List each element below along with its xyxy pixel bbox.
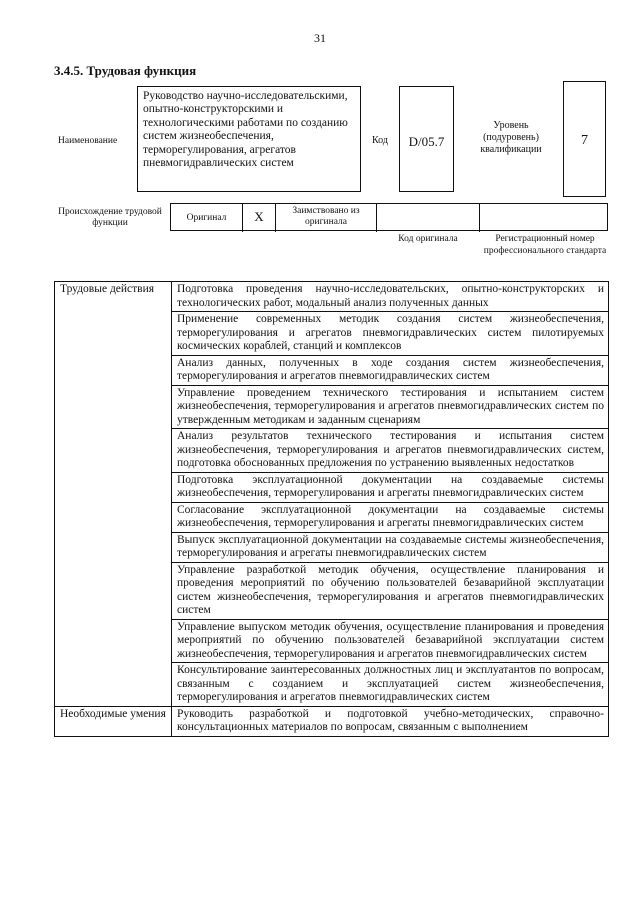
- row-category: Трудовые действия: [55, 282, 172, 707]
- origin-original-mark: X: [254, 209, 264, 224]
- row-item: Консультирование заинтересованных должностных лиц и эксплуатантов по вопросам, связанным с созданием и эксплуатацией систем жизнеобеспечения, терморегулирования и агрегатов пневмогидравлических систем: [172, 663, 609, 707]
- registration-number-caption: Регистрационный номер профессионального стандарта: [483, 234, 607, 256]
- code-value: D/05.7: [399, 86, 454, 192]
- origin-borrowed-cell: [276, 204, 377, 232]
- section-title: 3.4.5. Трудовая функция: [54, 63, 197, 78]
- row-item: Согласование эксплуатационной документации на создаваемые системы жизнеобеспечения, терморегулирования и агрегаты пневмогидравлических систем: [172, 502, 609, 532]
- row-item: Управление проведением технического тестирования и испытанием систем жизнеобеспечения, терморегулирования и агрегатов пневмогидравлических систем по утвержденным методикам и заданным сценариям: [172, 385, 609, 429]
- row-item: Управление разработкой методик обучения, осуществление планирования и проведения мероприятий по обучению пользователей безаварийной эксплуатации систем жизнеобеспечения, терморегулирования и агрегатов пневмогидравлических систем: [172, 562, 609, 619]
- page-number: 31: [314, 31, 326, 45]
- row-item: Подготовка эксплуатационной документации на создаваемые системы жизнеобеспечения, терморегулирования и агрегаты пневмогидравлических систем: [172, 472, 609, 502]
- qualification-level-label: Уровень (подуровень) квалификации: [480, 120, 542, 155]
- origin-row: [170, 203, 608, 231]
- origin-registration-cell: [480, 204, 607, 232]
- row-item: Анализ данных, полученных в ходе создания систем жизнеобеспечения, терморегулирования и агрегатов пневмогидравлических систем: [172, 355, 609, 385]
- code-label: Код: [372, 135, 388, 146]
- table-row: [55, 282, 609, 312]
- row-category: Необходимые умения: [55, 706, 172, 736]
- origin-mark-cell: [243, 204, 276, 232]
- row-item: Подготовка проведения научно-исследовательских, опытно-конструкторских и технологических работ, модальный анализ полученных данных: [172, 282, 609, 312]
- function-name-label: Наименование: [58, 136, 118, 146]
- origin-borrowed-label: Заимствовано из оригинала: [292, 206, 360, 227]
- row-item: Руководить разработкой и подготовкой учебно-методических, справочно-консультационных материалов по вопросам, связанным с выполнением: [172, 706, 609, 736]
- origin-code-cell: [377, 204, 480, 232]
- row-item: Выпуск эксплуатационной документации на создаваемые системы жизнеобеспечения, терморегулирования и агрегаты пневмогидравлических систем: [172, 532, 609, 562]
- table-row: [55, 706, 609, 736]
- origin-original-cell: [171, 204, 243, 232]
- row-item: Анализ результатов технического тестирования и испытания систем жизнеобеспечения, терморегулирования и агрегатов пневмогидравлических систем, подготовка обоснованных предложения по устранению выявленных недостатков: [172, 429, 609, 473]
- row-item: Управление выпуском методик обучения, осуществление планирования и проведения мероприятий по обучению пользователей безаварийной эксплуатации систем жизнеобеспечения, терморегулирования и агрегатов пневмогидравлических систем: [172, 619, 609, 663]
- function-details-table: [54, 281, 609, 737]
- qualification-level-value: 7: [563, 81, 606, 197]
- row-item: Применение современных методик создания систем жизнеобеспечения, терморегулирования и агрегатов пневмогидравлических систем пилотируемых космических кораблей, станций и комплексов: [172, 312, 609, 356]
- origin-label: Происхождение трудовой функции: [58, 207, 162, 228]
- function-name-value: Руководство научно-исследовательскими, опытно-конструкторскими и технологическими работами по созданию систем жизнеобеспечения, терморегулирования, агрегатов пневмогидравлических систем: [137, 86, 361, 192]
- origin-original-label: Оригинал: [186, 213, 227, 223]
- original-code-caption: Код оригинала: [398, 234, 458, 244]
